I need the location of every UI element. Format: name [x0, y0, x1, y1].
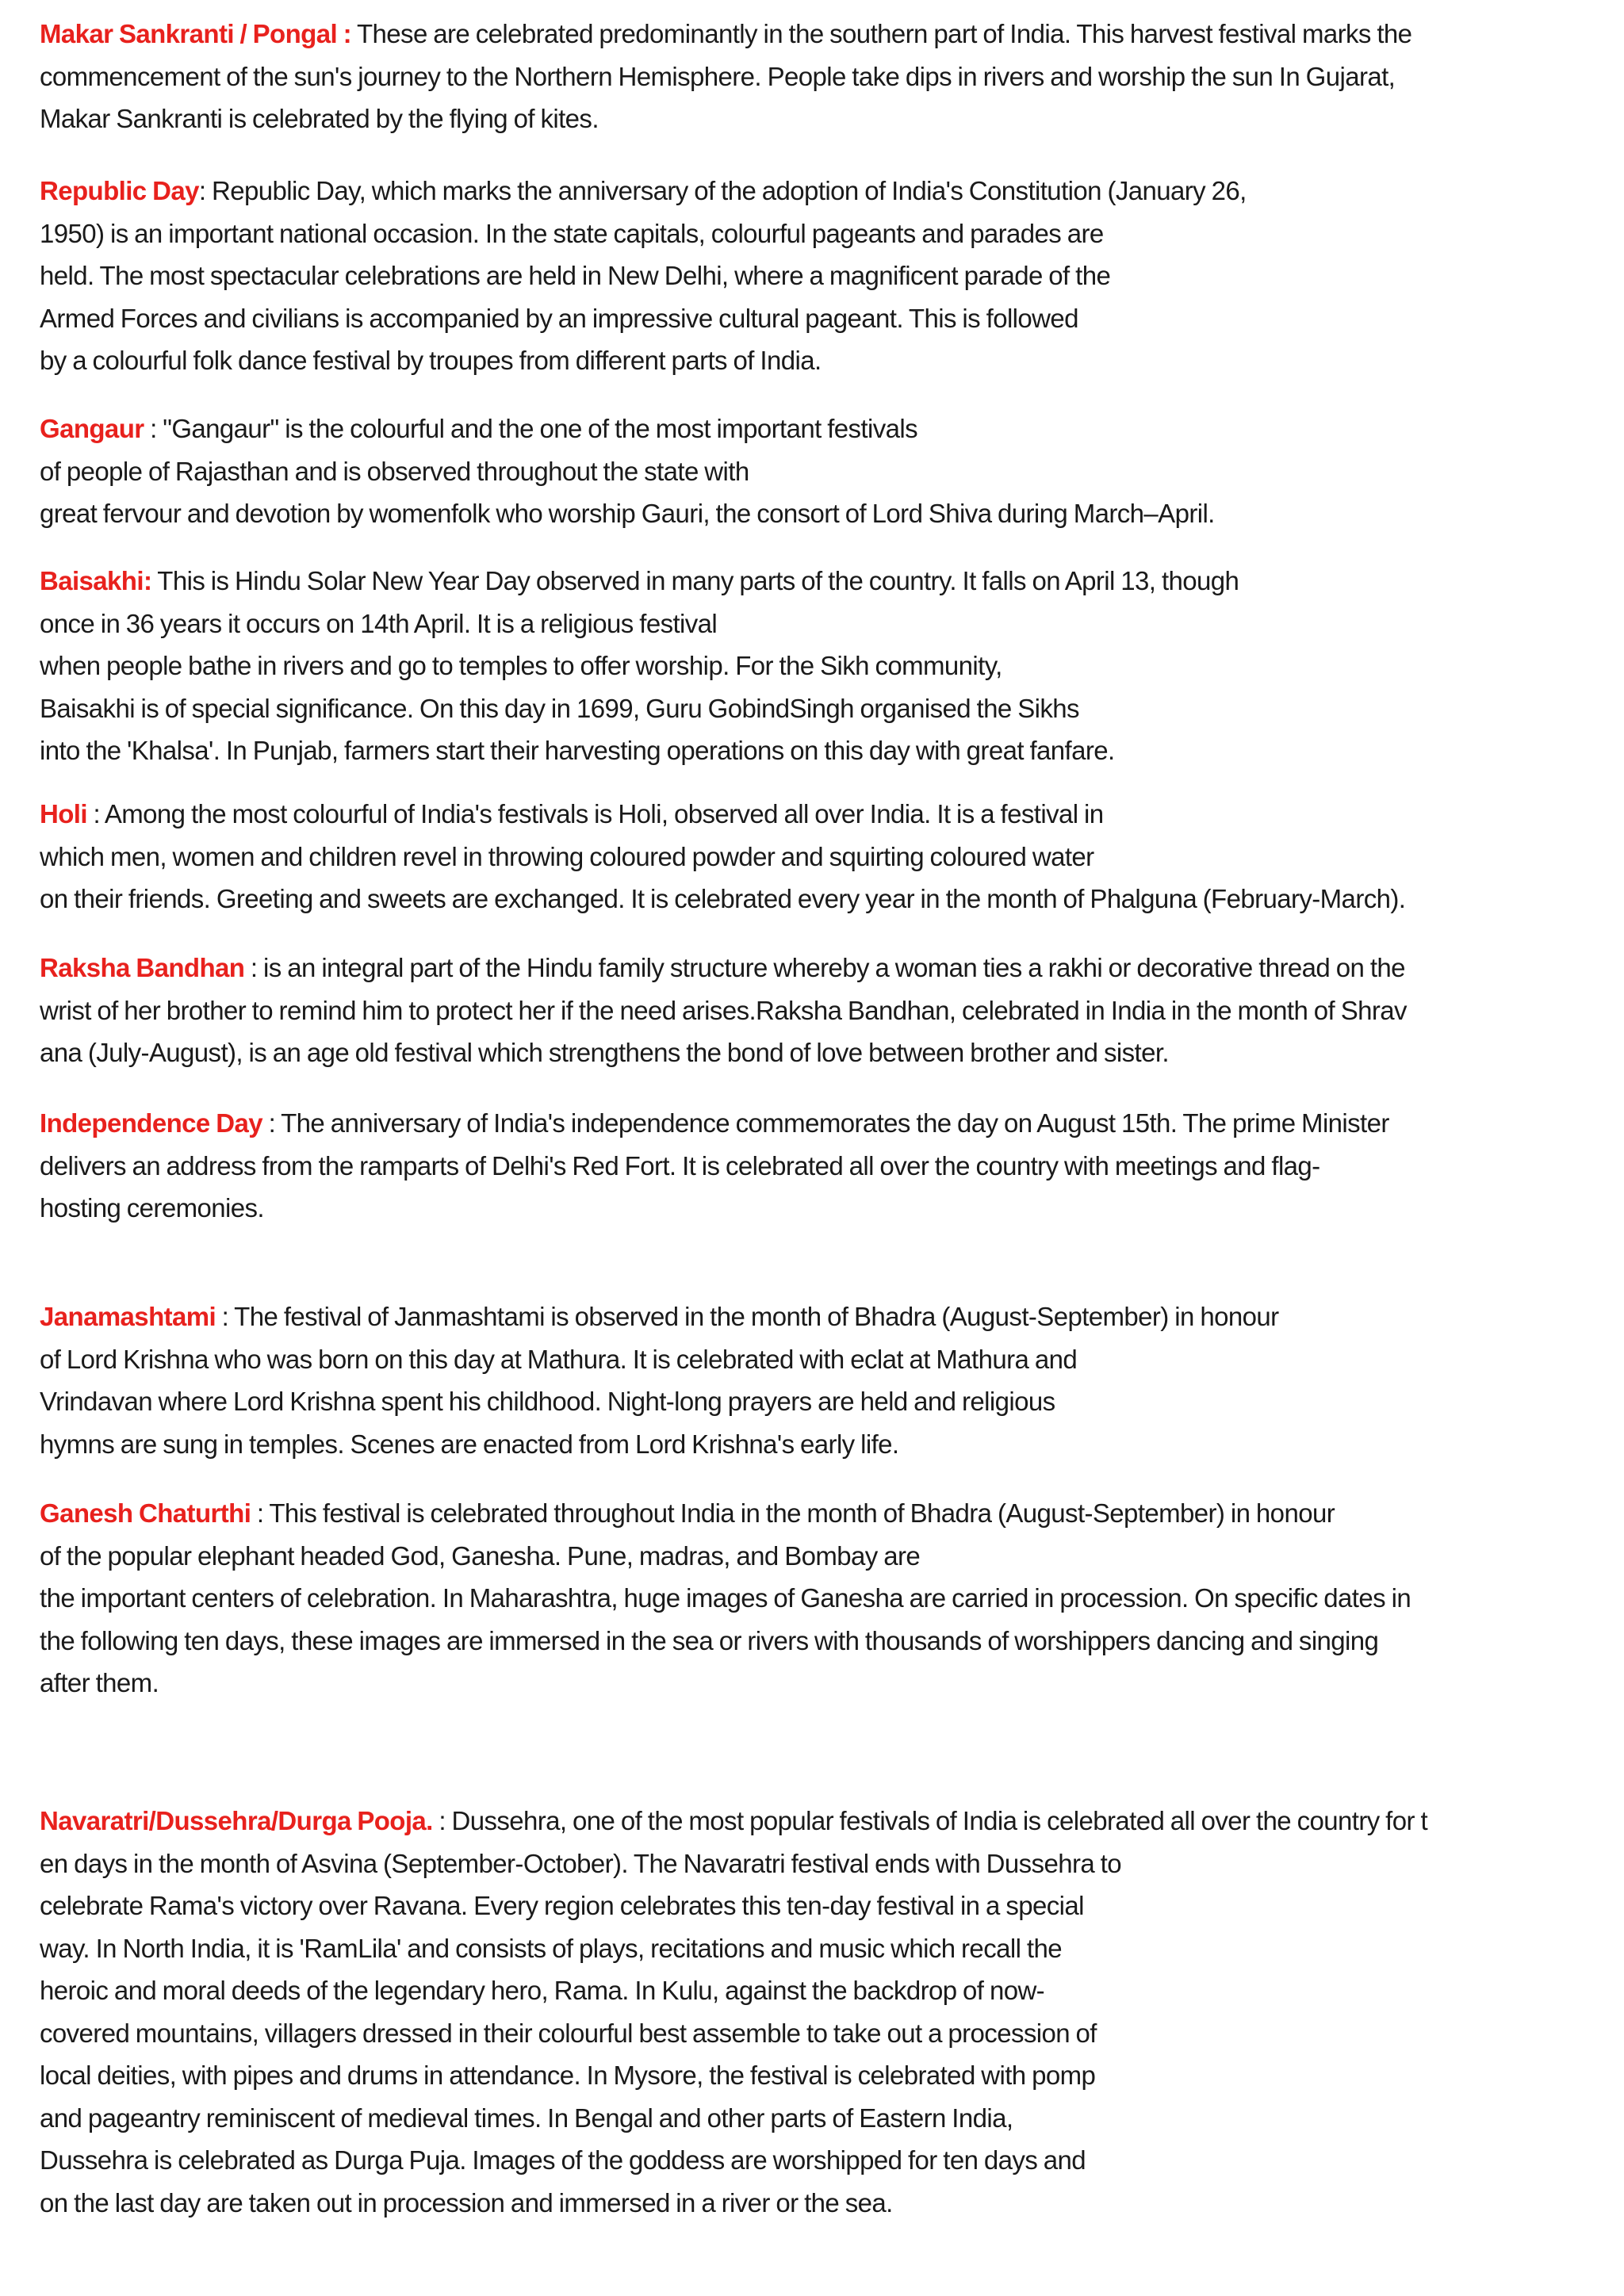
description-text: : Dussehra, one of the most popular festivals of India is celebrated all over the country for t [432, 1806, 1428, 1835]
description-text: on their friends. Greeting and sweets are exchanged. It is celebrated every year in the month of Phalguna (February-March). [40, 884, 1406, 913]
festival-entry-republic-day [40, 170, 1247, 382]
entry-line [40, 408, 1215, 450]
description-text: held. The most spectacular celebrations are held in New Delhi, where a magnificent parade of the [40, 261, 1111, 290]
description-text: : "Gangaur" is the colourful and the one of the most important festivals [144, 414, 918, 443]
festival-entry-raksha-bandhan [40, 947, 1407, 1074]
description-text: commencement of the sun's journey to the Northern Hemisphere. People take dips in rivers and worship the sun In Gujarat, [40, 61, 1396, 91]
description-text: of people of Rajasthan and is observed throughout the state with [40, 456, 749, 486]
entry-line [40, 793, 1405, 836]
description-text: Makar Sankranti is celebrated by the flying of kites. [40, 104, 599, 133]
description-text: and pageantry reminiscent of medieval times. In Bengal and other parts of Eastern India, [40, 2103, 1013, 2133]
description-text: heroic and moral deeds of the legendary hero, Rama. In Kulu, against the backdrop of now- [40, 1976, 1045, 2005]
festival-entry-holi [40, 793, 1405, 920]
description-text: : is an integral part of the Hindu family structure whereby a woman ties a rakhi or decorative thread on the [244, 953, 1405, 982]
description-text: Vrindavan where Lord Krishna spent his childhood. Night-long prayers are held and religious [40, 1387, 1055, 1416]
description-text: en days in the month of Asvina (September-October). The Navaratri festival ends with Dussehra to [40, 1848, 1121, 1878]
description-text: by a colourful folk dance festival by troupes from different parts of India. [40, 346, 822, 375]
description-text: ana (July-August), is an age old festival which strengthens the bond of love between brother and sister. [40, 1038, 1169, 1067]
festival-name: Independence Day [40, 1108, 262, 1138]
description-text: : Among the most colourful of India's festivals is Holi, observed all over India. It is a festival in [86, 799, 1104, 828]
description-text: great fervour and devotion by womenfolk who worship Gauri, the consort of Lord Shiva during March–April. [40, 499, 1215, 528]
festival-name: Janamashtami [40, 1302, 216, 1331]
description-text: the important centers of celebration. In Maharashtra, huge images of Ganesha are carried in procession. On specific dates in [40, 1583, 1411, 1613]
festival-name: Raksha Bandhan [40, 953, 245, 982]
festival-entry-independence-day [40, 1102, 1389, 1230]
entry-line [40, 947, 1407, 989]
description-text: when people bathe in rivers and go to temples to offer worship. For the Sikh community, [40, 651, 1002, 680]
festival-name: Baisakhi: [40, 566, 152, 595]
description-text: : The festival of Janmashtami is observed in the month of Bhadra (August-September) in honour [216, 1302, 1279, 1331]
description-text: This is Hindu Solar New Year Day observed in many parts of the country. It falls on April 13, though [151, 566, 1239, 595]
festival-entry-makar-sankranti [40, 13, 1411, 140]
festival-entry-navaratri [40, 1800, 1427, 2224]
entry-line [40, 170, 1247, 212]
description-text: Baisakhi is of special significance. On this day in 1699, Guru GobindSingh organised the Sikhs [40, 693, 1079, 723]
description-text: hosting ceremonies. [40, 1193, 264, 1223]
entry-line [40, 1102, 1389, 1145]
festival-entry-baisakhi [40, 560, 1239, 772]
description-text: : Republic Day, which marks the anniversary of the adoption of India's Constitution (January 26, [198, 176, 1247, 205]
festival-entry-ganesh-chaturthi [40, 1492, 1411, 1705]
festival-entry-janamashtami [40, 1295, 1278, 1465]
description-text: : The anniversary of India's independence commemorates the day on August 15th. The prime Minister [262, 1108, 1389, 1138]
description-text: hymns are sung in temples. Scenes are enacted from Lord Krishna's early life. [40, 1429, 899, 1459]
description-text: way. In North India, it is 'RamLila' and consists of plays, recitations and music which recall the [40, 1933, 1062, 1963]
description-text: : This festival is celebrated throughout India in the month of Bhadra (August-September) in honour [251, 1498, 1335, 1528]
festival-name: Ganesh Chaturthi [40, 1498, 251, 1528]
festival-name: Makar Sankranti / Pongal : [40, 19, 352, 48]
festival-entry-gangaur [40, 408, 1215, 535]
entry-line [40, 1800, 1427, 1843]
description-text: into the 'Khalsa'. In Punjab, farmers start their harvesting operations on this day with great fanfare. [40, 736, 1115, 765]
description-text: Armed Forces and civilians is accompanied by an impressive cultural pageant. This is followed [40, 303, 1078, 333]
description-text: covered mountains, villagers dressed in their colourful best assemble to take out a procession of [40, 2018, 1097, 2048]
festival-name: Gangaur [40, 414, 144, 443]
festival-name: Republic Day [40, 176, 199, 205]
entry-line [40, 1492, 1411, 1535]
description-text: delivers an address from the ramparts of Delhi's Red Fort. It is celebrated all over the country with meetings and flag- [40, 1150, 1320, 1181]
festival-name: Navaratri/Dussehra/Durga Pooja. [40, 1806, 433, 1835]
description-text: Dussehra is celebrated as Durga Puja. Images of the goddess are worshipped for ten days and [40, 2145, 1086, 2175]
description-text: which men, women and children revel in throwing coloured powder and squirting coloured water [40, 841, 1094, 871]
description-text: after them. [40, 1668, 159, 1697]
description-text: of the popular elephant headed God, Ganesha. Pune, madras, and Bombay are [40, 1540, 921, 1571]
description-text: local deities, with pipes and drums in attendance. In Mysore, the festival is celebrated with pomp [40, 2061, 1096, 2090]
festival-name: Holi [40, 799, 87, 828]
description-text: 1950) is an important national occasion. In the state capitals, colourful pageants and parades are [40, 218, 1104, 248]
description-text: of Lord Krishna who was born on this day at Mathura. It is celebrated with eclat at Mathura and [40, 1344, 1078, 1374]
description-text: the following ten days, these images are immersed in the sea or rivers with thousands of worshippers dancing and singing [40, 1625, 1379, 1655]
description-text: wrist of her brother to remind him to protect her if the need arises.Raksha Bandhan, celebrated in India in the month of Shrav [40, 995, 1407, 1025]
entry-line [40, 13, 1411, 55]
description-text: once in 36 years it occurs on 14th April. It is a religious festival [40, 608, 718, 638]
description-text: celebrate Rama's victory over Ravana. Every region celebrates this ten-day festival in a special [40, 1891, 1084, 1920]
description-text: These are celebrated predominantly in the southern part of India. This harvest festival marks the [351, 19, 1412, 48]
entry-line [40, 1295, 1278, 1338]
description-text: on the last day are taken out in procession and immersed in a river or the sea. [40, 2187, 893, 2218]
entry-line [40, 560, 1239, 603]
